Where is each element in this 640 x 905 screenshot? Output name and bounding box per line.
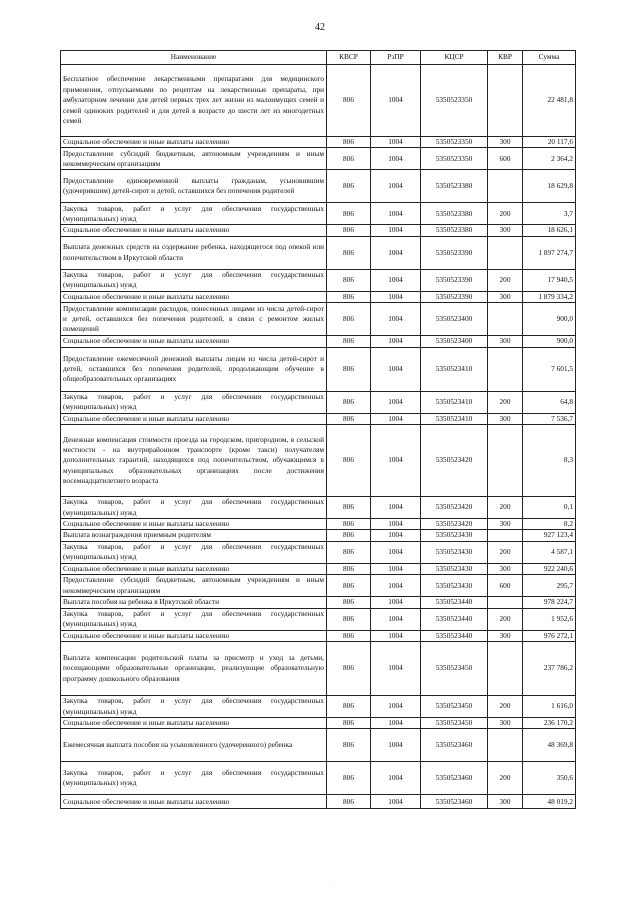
cell-rzpr: 1004 (371, 291, 421, 302)
cell-rzpr: 1004 (371, 530, 421, 541)
budget-table (60, 50, 576, 809)
table-row (61, 347, 576, 391)
cell-name: Социальное обеспечение и иные выплаты населению (61, 225, 327, 236)
cell-name: Предоставление субсидий бюджетным, автономным учреждениям и иным некоммерческим организациям (61, 575, 327, 597)
cell-kvsr: 806 (327, 541, 371, 563)
cell-sum: 8,2 (523, 519, 576, 530)
cell-kvsr: 806 (327, 563, 371, 574)
cell-sum: 8,3 (523, 425, 576, 497)
cell-name: Социальное обеспечение и иные выплаты населению (61, 563, 327, 574)
cell-kcsr: 5350523450 (421, 696, 488, 718)
cell-kcsr: 5350523380 (421, 225, 488, 236)
cell-kvsr: 806 (327, 642, 371, 696)
table-row (61, 519, 576, 530)
table-row (61, 225, 576, 236)
cell-sum: 1 952,6 (523, 608, 576, 630)
cell-rzpr: 1004 (371, 303, 421, 336)
cell-name: Выплата денежных средств на содержание ребенка, находящегося под опекой или попечительством в Иркутской области (61, 236, 327, 269)
cell-kcsr: 5350523430 (421, 541, 488, 563)
cell-kvr (488, 642, 523, 696)
cell-kvr (488, 303, 523, 336)
cell-kvr: 300 (488, 336, 523, 347)
cell-rzpr: 1004 (371, 563, 421, 574)
cell-kvsr: 806 (327, 65, 371, 137)
cell-kvsr: 806 (327, 608, 371, 630)
table-row (61, 575, 576, 597)
table-row (61, 608, 576, 630)
cell-sum: 978 224,7 (523, 597, 576, 608)
table-row (61, 303, 576, 336)
cell-sum: 236 170,2 (523, 718, 576, 729)
table-row (61, 696, 576, 718)
cell-kcsr: 5350523390 (421, 291, 488, 302)
cell-kvsr: 806 (327, 236, 371, 269)
cell-name: Закупка товаров, работ и услуг для обеспечения государственных (муниципальных) нужд (61, 608, 327, 630)
table-row (61, 65, 576, 137)
cell-sum: 295,7 (523, 575, 576, 597)
cell-kvsr: 806 (327, 530, 371, 541)
cell-kvsr: 806 (327, 696, 371, 718)
cell-sum: 20 117,6 (523, 137, 576, 148)
cell-kvr (488, 597, 523, 608)
cell-name: Ежемесячная выплата пособия на усыновленного (удочеренного) ребенка (61, 729, 327, 762)
cell-rzpr: 1004 (371, 170, 421, 203)
cell-kcsr: 5350523410 (421, 391, 488, 413)
cell-sum: 48 019,2 (523, 795, 576, 809)
table-row (61, 530, 576, 541)
cell-kcsr: 5350523450 (421, 642, 488, 696)
table-row (61, 137, 576, 148)
cell-kcsr: 5350523380 (421, 170, 488, 203)
cell-sum: 350,6 (523, 762, 576, 795)
table-row (61, 762, 576, 795)
cell-kvr (488, 425, 523, 497)
table-row (61, 170, 576, 203)
cell-kvr: 300 (488, 718, 523, 729)
cell-name: Предоставление субсидий бюджетным, автономным учреждениям и иным некоммерческим организациям (61, 148, 327, 170)
cell-sum: 18 629,8 (523, 170, 576, 203)
table-row (61, 541, 576, 563)
cell-kvsr: 806 (327, 762, 371, 795)
table-row (61, 413, 576, 424)
cell-name: Закупка товаров, работ и услуг для обеспечения государственных (муниципальных) нужд (61, 541, 327, 563)
cell-kvsr: 806 (327, 303, 371, 336)
cell-name: Выплата пособия на ребенка в Иркутской области (61, 597, 327, 608)
cell-kvr: 200 (488, 762, 523, 795)
table-row (61, 630, 576, 641)
cell-kvr (488, 347, 523, 391)
cell-sum: 3,7 (523, 203, 576, 225)
cell-kcsr: 5350523460 (421, 762, 488, 795)
cell-kvr: 300 (488, 137, 523, 148)
cell-rzpr: 1004 (371, 347, 421, 391)
cell-kvsr: 806 (327, 137, 371, 148)
cell-rzpr: 1004 (371, 497, 421, 519)
cell-kcsr: 5350523350 (421, 137, 488, 148)
table-row (61, 269, 576, 291)
table-row (61, 291, 576, 302)
cell-rzpr: 1004 (371, 425, 421, 497)
cell-sum: 976 272,1 (523, 630, 576, 641)
cell-kcsr: 5350523460 (421, 795, 488, 809)
cell-name: Социальное обеспечение и иные выплаты населению (61, 413, 327, 424)
cell-kvr: 300 (488, 630, 523, 641)
cell-rzpr: 1004 (371, 642, 421, 696)
cell-rzpr: 1004 (371, 137, 421, 148)
cell-kvr: 200 (488, 203, 523, 225)
cell-kcsr: 5350523420 (421, 425, 488, 497)
cell-name: Закупка товаров, работ и услуг для обеспечения государственных (муниципальных) нужд (61, 497, 327, 519)
cell-sum: 1 897 274,7 (523, 236, 576, 269)
cell-kvsr: 806 (327, 391, 371, 413)
cell-kcsr: 5350523430 (421, 530, 488, 541)
cell-rzpr: 1004 (371, 65, 421, 137)
cell-name: Социальное обеспечение и иные выплаты населению (61, 630, 327, 641)
table-row (61, 718, 576, 729)
cell-sum: 18 626,1 (523, 225, 576, 236)
cell-kvsr: 806 (327, 170, 371, 203)
table-row (61, 148, 576, 170)
header-kcsr: КЦСР (421, 51, 488, 65)
cell-kvr: 300 (488, 413, 523, 424)
cell-kcsr: 5350523420 (421, 497, 488, 519)
cell-sum: 237 786,2 (523, 642, 576, 696)
cell-rzpr: 1004 (371, 608, 421, 630)
cell-sum: 7 536,7 (523, 413, 576, 424)
cell-kvr: 200 (488, 541, 523, 563)
page-number: 42 (315, 22, 325, 33)
cell-kvr: 300 (488, 519, 523, 530)
cell-name: Закупка товаров, работ и услуг для обеспечения государственных (муниципальных) нужд (61, 696, 327, 718)
header-sum: Сумма (523, 51, 576, 65)
cell-kvsr: 806 (327, 347, 371, 391)
cell-rzpr: 1004 (371, 696, 421, 718)
cell-rzpr: 1004 (371, 203, 421, 225)
cell-kvr: 600 (488, 148, 523, 170)
cell-kcsr: 5350523440 (421, 608, 488, 630)
cell-rzpr: 1004 (371, 236, 421, 269)
cell-kvsr: 806 (327, 269, 371, 291)
cell-sum: 927 123,4 (523, 530, 576, 541)
cell-name: Предоставление ежемесячной денежной выплаты лицам из числа детей-сирот и детей, оставшихся без попечения родителей, продолжающим обучение в общеобразовательных организациях (61, 347, 327, 391)
table-row (61, 642, 576, 696)
table-row (61, 729, 576, 762)
cell-rzpr: 1004 (371, 597, 421, 608)
cell-name: Социальное обеспечение и иные выплаты населению (61, 519, 327, 530)
cell-kcsr: 5350523410 (421, 413, 488, 424)
cell-kvsr: 806 (327, 425, 371, 497)
cell-kvr: 200 (488, 269, 523, 291)
cell-kcsr: 5350523390 (421, 236, 488, 269)
cell-kcsr: 5350523430 (421, 563, 488, 574)
cell-name: Выплата компенсации родительской платы за присмотр и уход за детьми, посещающими образовательные организации, реализующие образовательную программу дошкольного образования (61, 642, 327, 696)
cell-kvsr: 806 (327, 575, 371, 597)
cell-sum: 7 601,5 (523, 347, 576, 391)
cell-kvsr: 806 (327, 291, 371, 302)
cell-kvr: 300 (488, 291, 523, 302)
cell-kcsr: 5350523400 (421, 336, 488, 347)
cell-kvsr: 806 (327, 718, 371, 729)
cell-kvr: 200 (488, 696, 523, 718)
cell-kvsr: 806 (327, 413, 371, 424)
header-rzpr: РзПР (371, 51, 421, 65)
cell-kvsr: 806 (327, 729, 371, 762)
cell-sum: 17 940,5 (523, 269, 576, 291)
cell-name: Предоставление компенсации расходов, понесенных лицами из числа детей-сирот и детей, оставшихся без попечения родителей, в связи с ремонтом жилых помещений (61, 303, 327, 336)
table-body (61, 65, 576, 809)
cell-name: Денежная компенсация стоимости проезда на городском, пригородном, в сельской местности - на внутрирайонном транспорте (кроме такси) получателям дополнительных гарантий, находящихся под попечительством, обучающимся в муниципальных образовательных организациях после достижения восемнадцатилетнего возраста (61, 425, 327, 497)
cell-kcsr: 5350523400 (421, 303, 488, 336)
header-kvr: КВР (488, 51, 523, 65)
table-row (61, 236, 576, 269)
cell-kcsr: 5350523420 (421, 519, 488, 530)
cell-sum: 22 481,8 (523, 65, 576, 137)
cell-name: Закупка товаров, работ и услуг для обеспечения государственных (муниципальных) нужд (61, 391, 327, 413)
cell-rzpr: 1004 (371, 336, 421, 347)
table-row (61, 497, 576, 519)
cell-sum: 900,0 (523, 336, 576, 347)
cell-sum: 922 240,6 (523, 563, 576, 574)
cell-kvr: 300 (488, 795, 523, 809)
cell-sum: 4 587,1 (523, 541, 576, 563)
cell-kcsr: 5350523350 (421, 65, 488, 137)
table-row (61, 425, 576, 497)
cell-sum: 1 616,0 (523, 696, 576, 718)
cell-rzpr: 1004 (371, 630, 421, 641)
table-row (61, 563, 576, 574)
cell-name: Закупка товаров, работ и услуг для обеспечения государственных (муниципальных) нужд (61, 203, 327, 225)
cell-kvr: 600 (488, 575, 523, 597)
cell-name: Социальное обеспечение и иные выплаты населению (61, 718, 327, 729)
cell-kcsr: 5350523350 (421, 148, 488, 170)
cell-rzpr: 1004 (371, 413, 421, 424)
cell-name: Закупка товаров, работ и услуг для обеспечения государственных (муниципальных) нужд (61, 269, 327, 291)
cell-name: Социальное обеспечение и иные выплаты населению (61, 336, 327, 347)
cell-kvsr: 806 (327, 203, 371, 225)
cell-sum: 1 879 334,2 (523, 291, 576, 302)
cell-kvr: 300 (488, 563, 523, 574)
cell-kcsr: 5350523460 (421, 729, 488, 762)
table-row (61, 336, 576, 347)
cell-kvsr: 806 (327, 795, 371, 809)
cell-kvsr: 806 (327, 497, 371, 519)
cell-name: Социальное обеспечение и иные выплаты населению (61, 137, 327, 148)
table-row (61, 203, 576, 225)
cell-rzpr: 1004 (371, 795, 421, 809)
cell-sum: 64,8 (523, 391, 576, 413)
cell-kcsr: 5350523380 (421, 203, 488, 225)
cell-kvsr: 806 (327, 336, 371, 347)
cell-kvr: 200 (488, 497, 523, 519)
cell-rzpr: 1004 (371, 541, 421, 563)
cell-kvsr: 806 (327, 519, 371, 530)
header-name: Наименование (61, 51, 327, 65)
cell-kcsr: 5350523430 (421, 575, 488, 597)
cell-kvr: 200 (488, 391, 523, 413)
cell-rzpr: 1004 (371, 148, 421, 170)
cell-rzpr: 1004 (371, 718, 421, 729)
cell-name: Выплата вознаграждения приемным родителям (61, 530, 327, 541)
cell-name: Социальное обеспечение и иные выплаты населению (61, 291, 327, 302)
cell-kcsr: 5350523440 (421, 597, 488, 608)
cell-kcsr: 5350523410 (421, 347, 488, 391)
table-row (61, 795, 576, 809)
table-header (61, 51, 576, 65)
cell-rzpr: 1004 (371, 269, 421, 291)
cell-rzpr: 1004 (371, 225, 421, 236)
cell-sum: 0,1 (523, 497, 576, 519)
cell-kvsr: 806 (327, 225, 371, 236)
cell-sum: 900,0 (523, 303, 576, 336)
cell-kvsr: 806 (327, 630, 371, 641)
cell-kvr (488, 530, 523, 541)
table-row (61, 597, 576, 608)
cell-kvr (488, 170, 523, 203)
header-row (61, 51, 576, 65)
cell-kvr (488, 65, 523, 137)
cell-kvr (488, 729, 523, 762)
cell-kcsr: 5350523390 (421, 269, 488, 291)
cell-rzpr: 1004 (371, 762, 421, 795)
cell-name: Бесплатное обеспечение лекарственными препаратами для медицинского применения, отпускаемыми по рецептам на лекарственные препараты, при амбулаторном лечении для детей первых трех лет жизни из малоимущих семей и семей одиноких родителей и для детей в возрасте до шести лет из многодетных семей (61, 65, 327, 137)
cell-name: Предоставление единовременной выплаты гражданам, усыновившим (удочерившим) детей-сирот и детей, оставшихся без попечения родителей (61, 170, 327, 203)
cell-name: Социальное обеспечение и иные выплаты населению (61, 795, 327, 809)
cell-kvr: 200 (488, 608, 523, 630)
cell-kvsr: 806 (327, 597, 371, 608)
cell-sum: 2 364,2 (523, 148, 576, 170)
cell-rzpr: 1004 (371, 519, 421, 530)
cell-kcsr: 5350523450 (421, 718, 488, 729)
cell-rzpr: 1004 (371, 575, 421, 597)
header-kvsr: КВСР (327, 51, 371, 65)
scan-speck: · (330, 880, 332, 886)
cell-name: Закупка товаров, работ и услуг для обеспечения государственных (муниципальных) нужд (61, 762, 327, 795)
cell-rzpr: 1004 (371, 391, 421, 413)
cell-kvsr: 806 (327, 148, 371, 170)
cell-sum: 48 369,8 (523, 729, 576, 762)
cell-rzpr: 1004 (371, 729, 421, 762)
table-row (61, 391, 576, 413)
cell-kcsr: 5350523440 (421, 630, 488, 641)
cell-kvr (488, 236, 523, 269)
cell-kvr: 300 (488, 225, 523, 236)
